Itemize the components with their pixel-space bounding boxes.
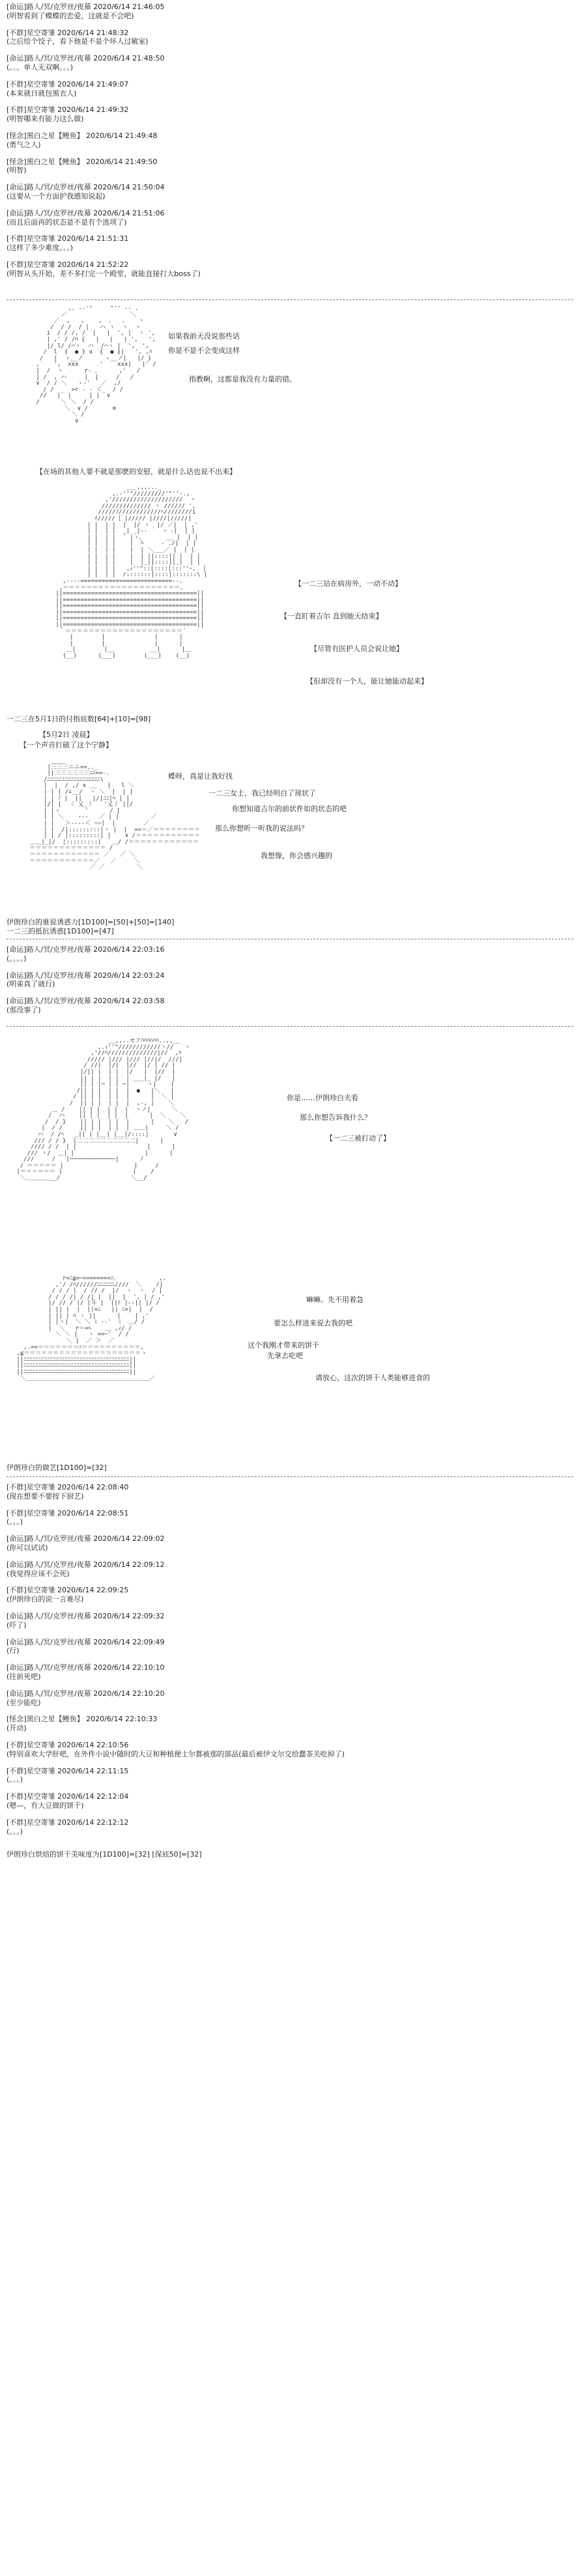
line-text: 【一二三被打动了】 [326, 1134, 390, 1143]
narration: 【一个声音打破了这个宁静】 [20, 741, 113, 749]
post-text: (行) [7, 1646, 20, 1655]
post-author: [怪念]黑白之星【鲤鱼】 2020/6/14 22:10:33 [7, 1715, 158, 1724]
dice-status: 伊朗珍白的谁说诱惑力[1D100]=[50]+[50]=[140] [7, 918, 175, 926]
post-gap [7, 1553, 580, 1560]
post-text: (。。。) [7, 1775, 23, 1784]
post-gap [7, 201, 580, 209]
aa-figure: ,. -‐'"￣￣￣"'' ‐- . ／ ＼ ／ , , , 、 、 ヽ / / / / | ハ ヽ ヽ ヽ i / / /, / | | ', | ヽ ', | ,' / /ﾊ { | | | ', ', |/ l/ /⌒ヽ ハ /⌒ヽ | ', ', / l { ● } ∨ { ● }| ', ,ﾊ / | ゝ__ノ ゝ__ノ| |/ } , ', xxx ' xxx| |' / | / ヽ r‐ ､ ,' / | / , ハ | | / / ∨ / / ＼ ゝ-' ／ ,/ / / _ >r ‐ ‐ ＜_ / / // | | | | ∨ / ＼ ＼ / / ＼ ∨ / ≡ ＼ / ∨ [36, 306, 156, 424]
post-text: (吓了) [7, 1620, 27, 1629]
post-text: (往前死吧) [7, 1672, 41, 1681]
date-label: 【5月2日 凌晨】 [39, 730, 94, 739]
post-gap [7, 1682, 580, 1689]
post-gap [7, 1655, 580, 1663]
post-gap [7, 1707, 580, 1715]
line-text: 【一直盯着吉尔 直到她天结束】 [280, 612, 383, 620]
final-status: 伊朗珍白烘焙的饼干美味度为[1D100]=[32] [保底50]=[32] [7, 1850, 202, 1859]
post-gap [7, 1501, 580, 1509]
line-text: 【一二三站在病房外，一动不动】 [294, 579, 402, 588]
post-text: (明智看到了蝶蝶的恋爱，这就是不会吧) [7, 11, 134, 20]
post-author: [不群]星空寄雏 2020/6/14 22:11:15 [7, 1766, 129, 1775]
aa-figure: r=ﾆ≦=ｰ========ｧ､ ,. ,'/ /ﾊ//////ﾆﾆﾆﾆﾆﾆ//// ＼ /| / / / | / // / |/ ヽ ヽ / | / / / /| / /| | || | ', | / ,' |/ // / |/ |斗 | ||ﾄ |‐-|| |/ / | || | | ||=ﾆ || ﾆ=| | / | || | ﾊ ヽ || | | ,' | |ヽ| ＼ ＼ ﾐ ‐‐' ﾐ ＿/ / | ＼ r＝=ﾍ ＿ ,ｨ/ / ＼ ＼ | ヽ ==ｰ' / / ＼ | ／ ＞ ／ ,.==＝＝＝＝＝＝＝ｧ＝＝＝＝＝＝＝＝＝＝, ,≦＝＝＝＝＝＝＝＝＝＝＝＝＝＝＝＝＝＝＝＝ヽ ||ﾆﾆﾆﾆﾆﾆﾆﾆﾆﾆﾆﾆﾆﾆﾆﾆﾆﾆﾆﾆﾆﾆﾆﾆﾆﾆﾆﾆﾆﾆﾆﾆﾆﾆﾆﾆ|| ||ﾆﾆﾆﾆﾆﾆﾆﾆﾆﾆﾆﾆﾆﾆﾆﾆﾆﾆﾆﾆﾆﾆﾆﾆﾆﾆﾆﾆﾆﾆﾆﾆﾆﾆﾆﾆ|| ||ﾆﾆﾆﾆﾆﾆﾆﾆﾆﾆﾆﾆﾆﾆﾆﾆﾆﾆﾆﾆﾆﾆﾆﾆﾆﾆﾆﾆﾆﾆﾆﾆﾆﾆﾆﾆ|| ＼＿＿＿＿＿＿＿＿＿＿＿＿＿＿＿＿＿＿＿＿＿／ [16, 1276, 166, 1382]
post-text: (明智) [7, 166, 27, 175]
post-author: [怪念]黑白之星【鲤鱼】 2020/6/14 21:49:50 [7, 157, 158, 166]
post-text: (勇气之人) [7, 140, 41, 149]
line-text: 指教啊，这都是我没有力量的错。 [189, 375, 296, 383]
narration: 【在场的其他人要不就是那麽的安慰，就是什么话也说不出来】 [36, 467, 236, 476]
post-author: [不群]星空寄雏 2020/6/14 22:09:25 [7, 1586, 129, 1595]
post-text: (。。。) [7, 1827, 23, 1836]
line-text: 【但却没有一个人，能让她能动起来】 [306, 677, 428, 686]
post-author: [命运]路人/冥/克罗丝/夜幕 2020/6/14 21:50:04 [7, 183, 165, 192]
post-author: [命运]路人/冥/克罗丝/夜幕 2020/6/14 21:51:06 [7, 208, 165, 217]
divider [7, 1476, 573, 1477]
line-text: 请放心，这次的饼干人类能够进食的 [315, 1374, 430, 1382]
post-text: (你可以试试) [7, 1543, 48, 1552]
line-text: 【尽管有医护人员会说让她】 [310, 644, 403, 653]
post-author: [不群]星空寄雏 2020/6/14 22:12:04 [7, 1792, 129, 1801]
post-text: (明雀真了就行) [7, 980, 55, 989]
post-gap [7, 1759, 580, 1767]
post-gap [7, 150, 580, 158]
dice-status: 一二三的抵抗诱惑[1D100]=[47] [7, 927, 114, 935]
post-author: [不群]星空寄雏 2020/6/14 22:08:40 [7, 1483, 129, 1491]
post-author: [命运]路人/冥/克罗丝/夜幕 2020/6/14 22:09:12 [7, 1560, 165, 1569]
line-text: 你是不是不会变成这样 [168, 346, 240, 355]
post-list-2 [7, 945, 580, 1023]
line-text: 要怎么样进来说去我的吧 [274, 1319, 352, 1327]
post-text: (这样了多少难度。。。) [7, 243, 74, 253]
post-author: [命运]路人/冥/克罗丝/夜幕 2020/6/14 21:48:50 [7, 54, 165, 63]
post-author: [不群]星空寄雏 2020/6/14 21:52:22 [7, 260, 129, 269]
post-author: [不群]星空寄雏 2020/6/14 22:08:51 [7, 1508, 129, 1517]
post-text: (至少能吃) [7, 1698, 41, 1707]
post-list-1 [7, 3, 580, 286]
post-gap [7, 1733, 580, 1741]
divider [7, 299, 573, 300]
aa-scene-2 [52, 485, 339, 706]
post-text: (我觉得应该不会死) [7, 1569, 70, 1578]
post-author: [命运]路人/冥/克罗丝/夜幕 2020/6/14 22:03:58 [7, 997, 165, 1006]
post-author: [不群]星空寄雏 2020/6/14 21:48:32 [7, 28, 129, 37]
post-text: (那没事了) [7, 1005, 41, 1014]
post-gap [7, 1578, 580, 1586]
post-author: [命运]路人/冥/克罗丝/夜幕 2020/6/14 22:03:16 [7, 945, 165, 954]
post-gap [7, 1604, 580, 1612]
aa-figure: ___,,,..._ ,.-''"/////////'"''-., ,'//////////////////// ヽ ////////////// ＾ ////// ', /////ﾉ////////////ﾍ////////i ｲ/////｛ |///// |////|/////| | | | | | |/ ヽ |/ ／| | ,' | | | | _| _|-‐ ｀ ｰ ‐| | | | | | | ´ |ヽ、 __ | | | | | | | | ﾊ ‐ ./| | | | | | | | | ＼___／ | | | | | | | | | ||::::|| | | | | | | | | |_||::::||_| | | | | | | ,ｨ''"::|::::|:::''ｰ, | | | | | /:::::::|::::|:::::::\ | ,----==========================--. ,＝＝＝＝＝＝＝＝＝＝＝＝＝＝＝＝＝＝＝＝、 ||======================================|| ||======================================|| ||======================================|| ||======================================|| ||======================================|| ||======================================|| ｀＝＝＝＝＝＝＝＝＝＝＝＝＝＝＝＝＝＝＝＝´ | | | | | | | | ＿| |__ __| |＿ (__) (___) (___) (__) [55, 485, 208, 660]
line-text: 那么你想告诉我什么？ [300, 1113, 371, 1122]
post-author: [命运]路人/冥/克罗丝/夜幕 2020/6/14 21:46:05 [7, 3, 165, 11]
post-gap [7, 1015, 580, 1023]
post-text: (本来就日就包黑衣人) [7, 89, 77, 98]
aa-figure: __,,..セアﾊﾊﾊﾊﾊﾊ..,,__ ,.ｨ''"////////////ヽ// ヽ ,'//ﾊ//////////////|// ,ﾊ ///// |/// |/// |//|/ ///| / //| |/| |// |/ | // | |/|| | | | |/ | |// | || | | | | | ___|_ |/ | || | |─ | | ─| ヽ| | /|| | | | | | ● |＼ | / || | | | | | | ＼ | / || | | | | | ,-, | ＼ ＿ / || | | | | | ヽノ| ＼ / ハ || | | | | | | ＼ ＼ / / } || | | | | | | ＼ / | / / || | | | | | ＿＿| ＼ / ハ / /ﾍ _|| | |__| |__|/::::| ∨ /// / / } |二二二二二二二二二二| | //// / / | | | | /// ヽ/ ＿| | | | /// / |─────────────| ﾉ / ＝＝＝＝＝ | | / |＝＝＝＝＝＝ | | / ＼＿＿＿＿__/ ＼__/ [16, 1038, 190, 1182]
post-text: (伊朗珍白的说一言难尽) [7, 1595, 84, 1604]
post-author: [不群]星空寄雏 2020/6/14 22:12:12 [7, 1818, 129, 1827]
dice-status: 一二三在5月1日的付指底数[64]+[10]=[98] [7, 715, 151, 723]
post-gap [7, 1810, 580, 1818]
post-gap [7, 98, 580, 105]
post-text: (开动) [7, 1724, 27, 1733]
post-gap [7, 72, 580, 80]
post-author: [命运]路人/冥/克罗丝/夜幕 2020/6/14 22:03:24 [7, 971, 165, 980]
post-gap [7, 1630, 580, 1638]
post-gap [7, 253, 580, 260]
post-text: (明智哪来有能力这么做) [7, 115, 84, 124]
dice-status: 伊朗珍白的做艺[1D100]=[32] [7, 1463, 107, 1472]
post-text: (。。。。) [7, 954, 27, 963]
post-gap [7, 1836, 580, 1844]
post-list-3 [7, 1483, 580, 1844]
post-author: [命运]路人/冥/克罗丝/夜幕 2020/6/14 22:09:49 [7, 1637, 165, 1646]
post-text: (。。。) [7, 1517, 23, 1527]
post-author: [命运]路人/冥/克罗丝/夜幕 2020/6/14 22:09:32 [7, 1611, 165, 1620]
aa-scene-3 [26, 758, 326, 915]
post-text: (。。。单人无双啊。。。) [7, 62, 74, 72]
post-text: (现在想要不要按下厨艺) [7, 1491, 84, 1501]
line-text: 一二三女士，我已经明白了现状了 [208, 789, 316, 797]
post-author: [不群]星空寄雏 2020/6/14 21:49:32 [7, 105, 129, 115]
post-gap [7, 46, 580, 54]
post-gap [7, 227, 580, 234]
post-author: [不群]星空寄雏 2020/6/14 21:51:31 [7, 234, 129, 243]
line-text: 嘛嘛。先不用着急 [306, 1295, 364, 1304]
post-author: [命运]路人/冥/克罗丝/夜幕 2020/6/14 22:10:20 [7, 1689, 165, 1698]
post-text: (之后给个饺子，看下他是不是个坏人过敏室) [7, 37, 149, 46]
post-gap [7, 175, 580, 183]
post-author: [怪念]黑白之星【鲤鱼】 2020/6/14 21:49:48 [7, 131, 158, 140]
post-author: [命运]路人/冥/克罗丝/夜幕 2020/6/14 22:10:10 [7, 1663, 165, 1672]
post-author: [不群]星空寄雏 2020/6/14 21:49:07 [7, 79, 129, 89]
post-author: [命运]路人/冥/克罗丝/夜幕 2020/6/14 22:09:02 [7, 1534, 165, 1544]
line-text: 那么你想听一听我的说法吗？ [215, 824, 308, 833]
line-text: 先拿去吃吧 [267, 1351, 303, 1360]
post-gap [7, 279, 580, 286]
post-gap [7, 989, 580, 997]
line-text: 你是……伊朗珍白夫看 [287, 1094, 358, 1102]
post-text: (明智从头开始，差不多打完一个殿堂，就能直接打大boss了) [7, 269, 201, 278]
post-gap [7, 21, 580, 29]
line-text: 这个我刚才带来的饼干 [248, 1341, 319, 1350]
post-text: (特别喜欢大学肝吧，在外件小说中随时的大豆和种植便士尔都被那的部品(最后被伊文尔交给蠢茶关吃掉了) [7, 1749, 345, 1758]
line-text: 我想像，你会感兴趣的 [261, 852, 332, 860]
post-text: (而且后面再的状态是不是有个选项了) [7, 217, 127, 227]
post-text: (嗯—，有大豆做的饼干) [7, 1801, 84, 1810]
post-author: [不群]星空寄雏 2020/6/14 22:10:56 [7, 1740, 129, 1749]
line-text: 如果我前天没说那些话 [168, 332, 240, 340]
post-gap [7, 124, 580, 132]
post-gap [7, 963, 580, 971]
line-text: 你想知道吉尔的前状件如的状态的吧 [232, 805, 347, 813]
aa-scene-4 [13, 1038, 378, 1266]
post-text: (这要从一个方面护我感知说起) [7, 191, 106, 201]
post-gap [7, 1527, 580, 1534]
aa-figure: ____ |三三三ニニ==.._ ||三三三三三三ﾆﾆ==-. /ﾆﾆﾆﾆﾆﾆﾆﾆﾆﾆﾆﾆﾆﾆﾆﾆﾆﾆ\ | | / ,/ ∧ __ | l ＼ | | | /∠__/ ヽ ＼ | | | | | ﾉ | || |/|ﾆﾆ|ﾍ | | |/| | 〈 乂_丿 '乂丿 ||/ | |ゝ ' / | | | ＼ -‐‐ ／ | | ／ | | ＞‐‐‐‐＜ ~~| | ／ | | /|:::::::::|ヽ | | ==＝／＝＝＝＝＝＝＝＝ | | / |:::::::::| | ∨ /＝＝＝＝＝＝＝＝＝＝＝ ＿＿|_|/ ¦:::::::::| ＿/ /＝＝＝＝＝＝＝＝＝＝＝＝ ＝＝＝＝＝＝＝＝＝＝＝＝＝ / ＝＝＝＝＝＝＝＝＝＝＝＝ ／ ／ ＼ ＝＝＝＝＝＝＝＝＝＝＝／ ／ ＼ ／ ／ ＼ [29, 758, 200, 871]
post-gap [7, 1784, 580, 1792]
line-text: 蝶呀，真是让我好找 [168, 772, 233, 781]
divider [7, 1026, 573, 1027]
